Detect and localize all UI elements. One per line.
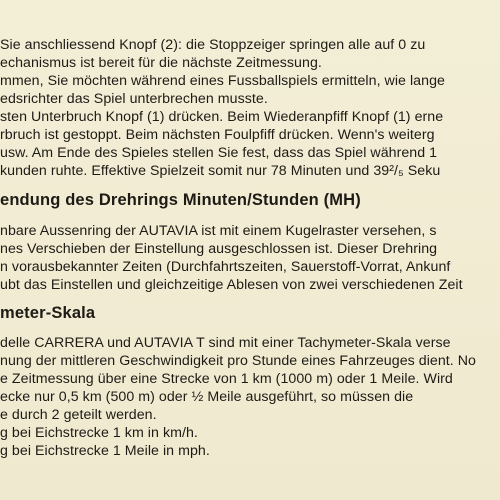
- text-line: sten Unterbruch Knopf (1) drücken. Beim Wiederanpfiff Knopf (1) erne: [0, 109, 444, 125]
- text-line: Sie anschliessend Knopf (2): die Stoppzeiger springen alle auf 0 zu: [0, 37, 426, 53]
- text-line: e Zeitmessung über eine Strecke von 1 km (1000 m) oder 1 Meile. Wird: [0, 371, 453, 387]
- text-line: e durch 2 geteilt werden.: [0, 407, 157, 423]
- text-line: mmen, Sie möchten während eines Fussballspiels ermitteln, wie lange: [0, 73, 445, 89]
- text-line: edsrichter das Spiel unterbrechen musste.: [0, 91, 268, 107]
- text-line: kunden ruhte. Effektive Spielzeit somit nur 78 Minuten und 39²/₅ Seku: [0, 163, 441, 179]
- text-line: nbare Aussenring der AUTAVIA ist mit einem Kugelraster versehen, s: [0, 223, 437, 239]
- text-line: nes Verschieben der Einstellung ausgeschlossen ist. Dieser Drehring: [0, 241, 438, 257]
- text-line: n vorausbekannter Zeiten (Durchfahrtszeiten, Sauerstoff-Vorrat, Ankunf: [0, 259, 451, 275]
- text-line: nung der mittleren Geschwindigkeit pro Stunde eines Fahrzeuges dient. No: [0, 353, 476, 369]
- text-line: rbruch ist gestoppt. Beim nächsten Foulpfiff drücken. Wenn's weiterg: [0, 127, 435, 143]
- text-line: usw. Am Ende des Spieles stellen Sie fest, dass das Spiel während 1: [0, 145, 438, 161]
- text-line: g bei Eichstrecke 1 Meile in mph.: [0, 443, 210, 459]
- section-heading-drehring: endung des Drehrings Minuten/Stunden (MH): [0, 191, 361, 209]
- text-line: echanismus ist bereit für die nächste Zeitmessung.: [0, 55, 322, 71]
- section-heading-tachymeter: meter-Skala: [0, 304, 96, 322]
- text-line: g bei Eichstrecke 1 km in km/h.: [0, 425, 198, 441]
- text-line: ecke nur 0,5 km (500 m) oder ½ Meile ausgeführt, so müssen die: [0, 389, 414, 405]
- text-line: ubt das Einstellen und gleichzeitige Ablesen von zwei verschiedenen Zeit: [0, 277, 463, 293]
- text-line: delle CARRERA und AUTAVIA T sind mit einer Tachymeter-Skala verse: [0, 335, 451, 351]
